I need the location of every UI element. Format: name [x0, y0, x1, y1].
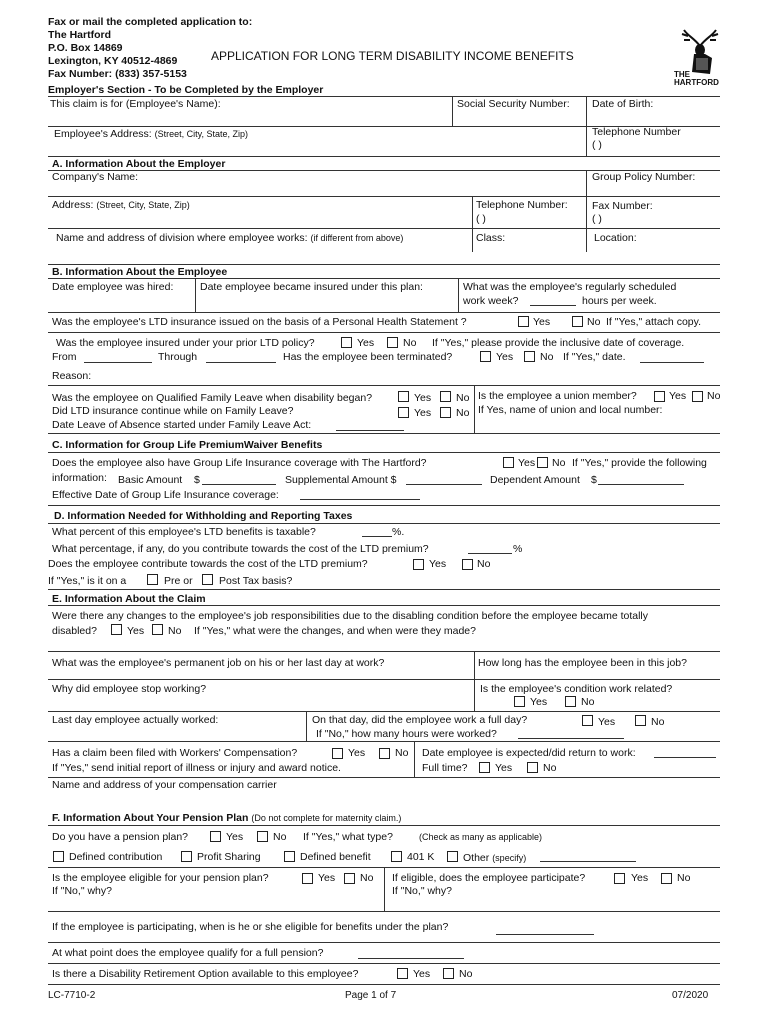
information-label: information: [52, 472, 107, 484]
not-participating-why-label: If "No," why? [392, 885, 452, 897]
retirement-option-question: Is there a Disability Retirement Option available to this employee? [52, 968, 359, 980]
yes-label: Yes [669, 390, 687, 402]
logo-the: THE [674, 70, 690, 79]
full-pension-question: At what point does the employee qualify for a full pension? [52, 947, 324, 959]
attach-copy-note: If "Yes," attach copy. [606, 316, 702, 328]
retirement-no-checkbox[interactable] [443, 968, 454, 979]
form-id: LC-7710-2 [48, 990, 96, 1001]
yes-label: Yes [496, 351, 514, 363]
union-yes-checkbox[interactable] [654, 391, 665, 402]
work-related-no-checkbox[interactable] [565, 696, 576, 707]
no-label: No [168, 625, 182, 637]
form-title: APPLICATION FOR LONG TERM DISABILITY INCOME BENEFITS [211, 49, 574, 63]
from-label: From [52, 351, 77, 363]
yes-label: Yes [518, 457, 536, 469]
job-changes-explain: If "Yes," what were the changes, and when were they made? [194, 625, 476, 637]
workers-comp-question: Has a claim been filed with Workers' Compensation? [52, 747, 298, 759]
taxable-percent-question: What percent of this employee's LTD benefits is taxable? [52, 526, 316, 538]
wc-send-report-note: If "Yes," send initial report of illness or injury and award notice. [52, 762, 341, 774]
post-tax-label: Post Tax basis? [219, 575, 293, 587]
hartford-logo [672, 28, 728, 88]
fml-yes-checkbox[interactable] [398, 391, 409, 402]
no-label: No [456, 392, 470, 404]
no-label: No [360, 872, 374, 884]
prior-ltd-question: Was the employee insured under your prior LTD policy? [56, 337, 315, 349]
defined-contribution-checkbox[interactable] [53, 851, 64, 862]
post-tax-checkbox[interactable] [202, 574, 213, 585]
group-policy-label: Group Policy Number: [592, 171, 696, 183]
no-label: No [581, 696, 595, 708]
ssn-label: Social Security Number: [457, 98, 570, 110]
no-label: No [456, 407, 470, 419]
fml-start-date-label: Date Leave of Absence started under Family Leave Act: [52, 419, 312, 431]
employee-name-label: This claim is for (Employee's Name): [50, 98, 221, 110]
contribution-percent-sign: % [513, 543, 523, 555]
stag-icon [672, 28, 728, 76]
group-life-question: Does the employee also have Group Life Insurance coverage with The Hartford? [52, 457, 427, 469]
basic-amount-label: Basic Amount [118, 474, 183, 486]
no-label: No [651, 716, 665, 728]
full-day-yes-checkbox[interactable] [582, 715, 593, 726]
basic-dollar-sign: $ [194, 474, 200, 486]
section-f-heading: F. Information About Your Pension Plan (Do not complete for maternity claim.) [52, 812, 402, 824]
fml-no-checkbox[interactable] [440, 391, 451, 402]
comp-carrier-label: Name and address of your compensation carrier [52, 779, 277, 791]
retirement-yes-checkbox[interactable] [397, 968, 408, 979]
union-name-label: If Yes, name of union and local number: [478, 404, 663, 416]
check-many-note: (Check as many as applicable) [419, 832, 543, 842]
revision-date: 07/2020 [672, 990, 709, 1001]
reason-label: Reason: [52, 370, 92, 382]
defined-contribution-label: Defined contribution [69, 851, 163, 863]
class-label: Class: [476, 232, 506, 244]
no-label: No [543, 762, 557, 774]
terminated-date-label: If "Yes," date. [563, 351, 626, 363]
logo-hartford: HARTFORD [674, 78, 719, 87]
dependent-amount-label: Dependent Amount [490, 474, 580, 486]
defined-benefit-checkbox[interactable] [284, 851, 295, 862]
not-eligible-why-label: If "No," why? [52, 885, 112, 897]
no-label: No [273, 831, 287, 843]
permanent-job-question: What was the employee's permanent job on his or her last day at work? [52, 657, 385, 669]
section-d-heading: D. Information Needed for Withholding and Reporting Taxes [54, 510, 353, 522]
work-related-question: Is the employee's condition work related? [480, 683, 673, 695]
hours-worked-question: If "No," how many hours were worked? [316, 728, 497, 740]
full-time-no-checkbox[interactable] [527, 762, 538, 773]
work-related-yes-checkbox[interactable] [514, 696, 525, 707]
401k-checkbox[interactable] [391, 851, 402, 862]
yes-label: Yes [429, 558, 447, 570]
employer-telephone-label: Telephone Number: [476, 199, 568, 211]
pension-plan-question: Do you have a pension plan? [52, 831, 189, 843]
yes-label: Yes [226, 831, 244, 843]
section-c-heading: C. Information for Group Life PremiumWaiver Benefits [52, 439, 323, 451]
eligible-yes-checkbox[interactable] [302, 873, 313, 884]
no-label: No [552, 457, 566, 469]
no-label: No [677, 872, 691, 884]
terminated-no-checkbox[interactable] [524, 351, 535, 362]
yes-label: Yes [357, 337, 375, 349]
life-cov-no-checkbox[interactable] [537, 457, 548, 468]
telephone-label: Telephone Number [592, 126, 681, 138]
prior-ltd-no-checkbox[interactable] [387, 337, 398, 348]
wc-yes-checkbox[interactable] [332, 748, 343, 759]
page-number: Page 1 of 7 [345, 990, 397, 1001]
employer-phone-parens: ( ) [476, 213, 486, 225]
emp-contribute-yes-checkbox[interactable] [413, 559, 424, 570]
fax-mail-instruction: Fax or mail the completed application to: [48, 16, 253, 28]
full-time-label: Full time? [422, 762, 468, 774]
terminated-question: Has the employee been terminated? [283, 351, 453, 363]
family-leave-question: Was the employee on Qualified Family Leave when disability began? [52, 392, 373, 404]
union-no-checkbox[interactable] [692, 391, 703, 402]
participate-question: If eligible, does the employee participate? [392, 872, 586, 884]
yes-label: Yes [318, 872, 336, 884]
eligible-no-checkbox[interactable] [344, 873, 355, 884]
pre-tax-label: Pre or [164, 575, 193, 587]
profit-sharing-checkbox[interactable] [181, 851, 192, 862]
other-label: Other (specify) [463, 852, 527, 864]
last-day-worked-label: Last day employee actually worked: [52, 714, 219, 726]
defined-benefit-label: Defined benefit [300, 851, 371, 863]
work-week-label-1: What was the employee's regularly scheduled [463, 281, 677, 293]
life-cov-yes-checkbox[interactable] [503, 457, 514, 468]
ltd-continue-yes-checkbox[interactable] [398, 407, 409, 418]
effective-date-label: Effective Date of Group Life Insurance coverage: [52, 489, 279, 501]
return-date-label: Date employee is expected/did return to work: [422, 747, 636, 759]
yes-label: Yes [530, 696, 548, 708]
tax-basis-question: If "Yes," is it on a [48, 575, 127, 587]
benefit-eligibility-question: If the employee is participating, when is he or she eligible for benefits under the plan? [52, 921, 449, 933]
fax-number: Fax Number: (833) 357-5153 [48, 68, 187, 80]
employer-address-label: Address: (Street, City, State, Zip) [52, 199, 190, 211]
ltd-continue-question: Did LTD insurance continue while on Family Leave? [52, 405, 294, 417]
job-changes-question-1: Were there any changes to the employee's job responsibilities due to the disabling condition before the employee became totally [52, 610, 649, 622]
employee-contribution-question: Does the employee contribute towards the cost of the LTD premium? [48, 558, 368, 570]
ltd-basis-yes-checkbox[interactable] [518, 316, 529, 327]
no-label: No [587, 316, 601, 328]
employer-section-heading: Employer's Section - To be Completed by the Employer [48, 84, 324, 96]
employee-address-label: Employee's Address: (Street, City, State, Zip) [54, 128, 249, 140]
pension-eligible-question: Is the employee eligible for your pension plan? [52, 872, 269, 884]
job-changes-no-checkbox[interactable] [152, 624, 163, 635]
location-label: Location: [594, 232, 637, 244]
no-label: No [395, 747, 409, 759]
date-hired-label: Date employee was hired: [52, 281, 174, 293]
ltd-basis-question: Was the employee's LTD insurance issued on the basis of a Personal Health Statement ? [52, 316, 467, 328]
pension-yes-checkbox[interactable] [210, 831, 221, 842]
how-long-question: How long has the employee been in this job? [478, 657, 687, 669]
po-box: P.O. Box 14869 [48, 42, 123, 54]
dob-label: Date of Birth: [592, 98, 654, 110]
inclusive-date-note: If "Yes," please provide the inclusive date of coverage. [432, 337, 685, 349]
full-day-question: On that day, did the employee work a full day? [312, 714, 528, 726]
telephone-parens: ( ) [592, 139, 602, 151]
employer-fax-label: Fax Number: [592, 200, 653, 212]
profit-sharing-label: Profit Sharing [197, 851, 261, 863]
ltd-continue-no-checkbox[interactable] [440, 407, 451, 418]
employer-contribution-question: What percentage, if any, do you contribute towards the cost of the LTD premium? [52, 543, 429, 555]
yes-label: Yes [413, 968, 431, 980]
company-name: The Hartford [48, 29, 111, 41]
emp-contribute-no-checkbox[interactable] [462, 559, 473, 570]
division-label: Name and address of division where employee works: (if different from above) [56, 232, 404, 244]
dependent-dollar-sign: $ [591, 474, 597, 486]
job-changes-yes-checkbox[interactable] [111, 624, 122, 635]
yes-label: Yes [533, 316, 551, 328]
section-b-heading: B. Information About the Employee [52, 266, 228, 278]
taxable-percent-sign: %. [392, 526, 405, 538]
yes-label: Yes [631, 872, 649, 884]
date-insured-label: Date employee became insured under this plan: [200, 281, 423, 293]
city-state-zip: Lexington, KY 40512-4869 [48, 55, 178, 67]
yes-label: Yes [495, 762, 513, 774]
other-checkbox[interactable] [447, 851, 458, 862]
terminated-yes-checkbox[interactable] [480, 351, 491, 362]
yes-label: Yes [348, 747, 366, 759]
union-question: Is the employee a union member? [478, 390, 637, 402]
section-a-heading: A. Information About the Employer [52, 158, 226, 170]
participate-yes-checkbox[interactable] [614, 873, 625, 884]
work-week-label-2: work week? [463, 295, 519, 307]
no-label: No [707, 390, 721, 402]
supplemental-amount-label: Supplemental Amount $ [285, 474, 397, 486]
yes-label: Yes [414, 407, 432, 419]
wc-no-checkbox[interactable] [379, 748, 390, 759]
provide-following-note: If "Yes," provide the following [572, 457, 707, 469]
prior-ltd-yes-checkbox[interactable] [341, 337, 352, 348]
full-day-no-checkbox[interactable] [635, 715, 646, 726]
no-label: No [540, 351, 554, 363]
yes-label: Yes [414, 392, 432, 404]
401k-label: 401 K [407, 851, 435, 863]
yes-label: Yes [598, 716, 616, 728]
employer-fax-parens: ( ) [592, 213, 602, 225]
pension-type-question: If "Yes," what type? [303, 831, 393, 843]
why-stop-question: Why did employee stop working? [52, 683, 207, 695]
no-label: No [403, 337, 417, 349]
no-label: No [459, 968, 473, 980]
pre-tax-checkbox[interactable] [147, 574, 158, 585]
participate-no-checkbox[interactable] [661, 873, 672, 884]
yes-label: Yes [127, 625, 145, 637]
no-label: No [477, 558, 491, 570]
job-changes-question-2: disabled? [52, 625, 97, 637]
hours-per-week-label: hours per week. [582, 295, 657, 307]
company-name-label: Company's Name: [52, 171, 139, 183]
ltd-basis-no-checkbox[interactable] [572, 316, 583, 327]
pension-no-checkbox[interactable] [257, 831, 268, 842]
full-time-yes-checkbox[interactable] [479, 762, 490, 773]
through-label: Through [158, 351, 198, 363]
section-e-heading: E. Information About the Claim [52, 593, 206, 605]
